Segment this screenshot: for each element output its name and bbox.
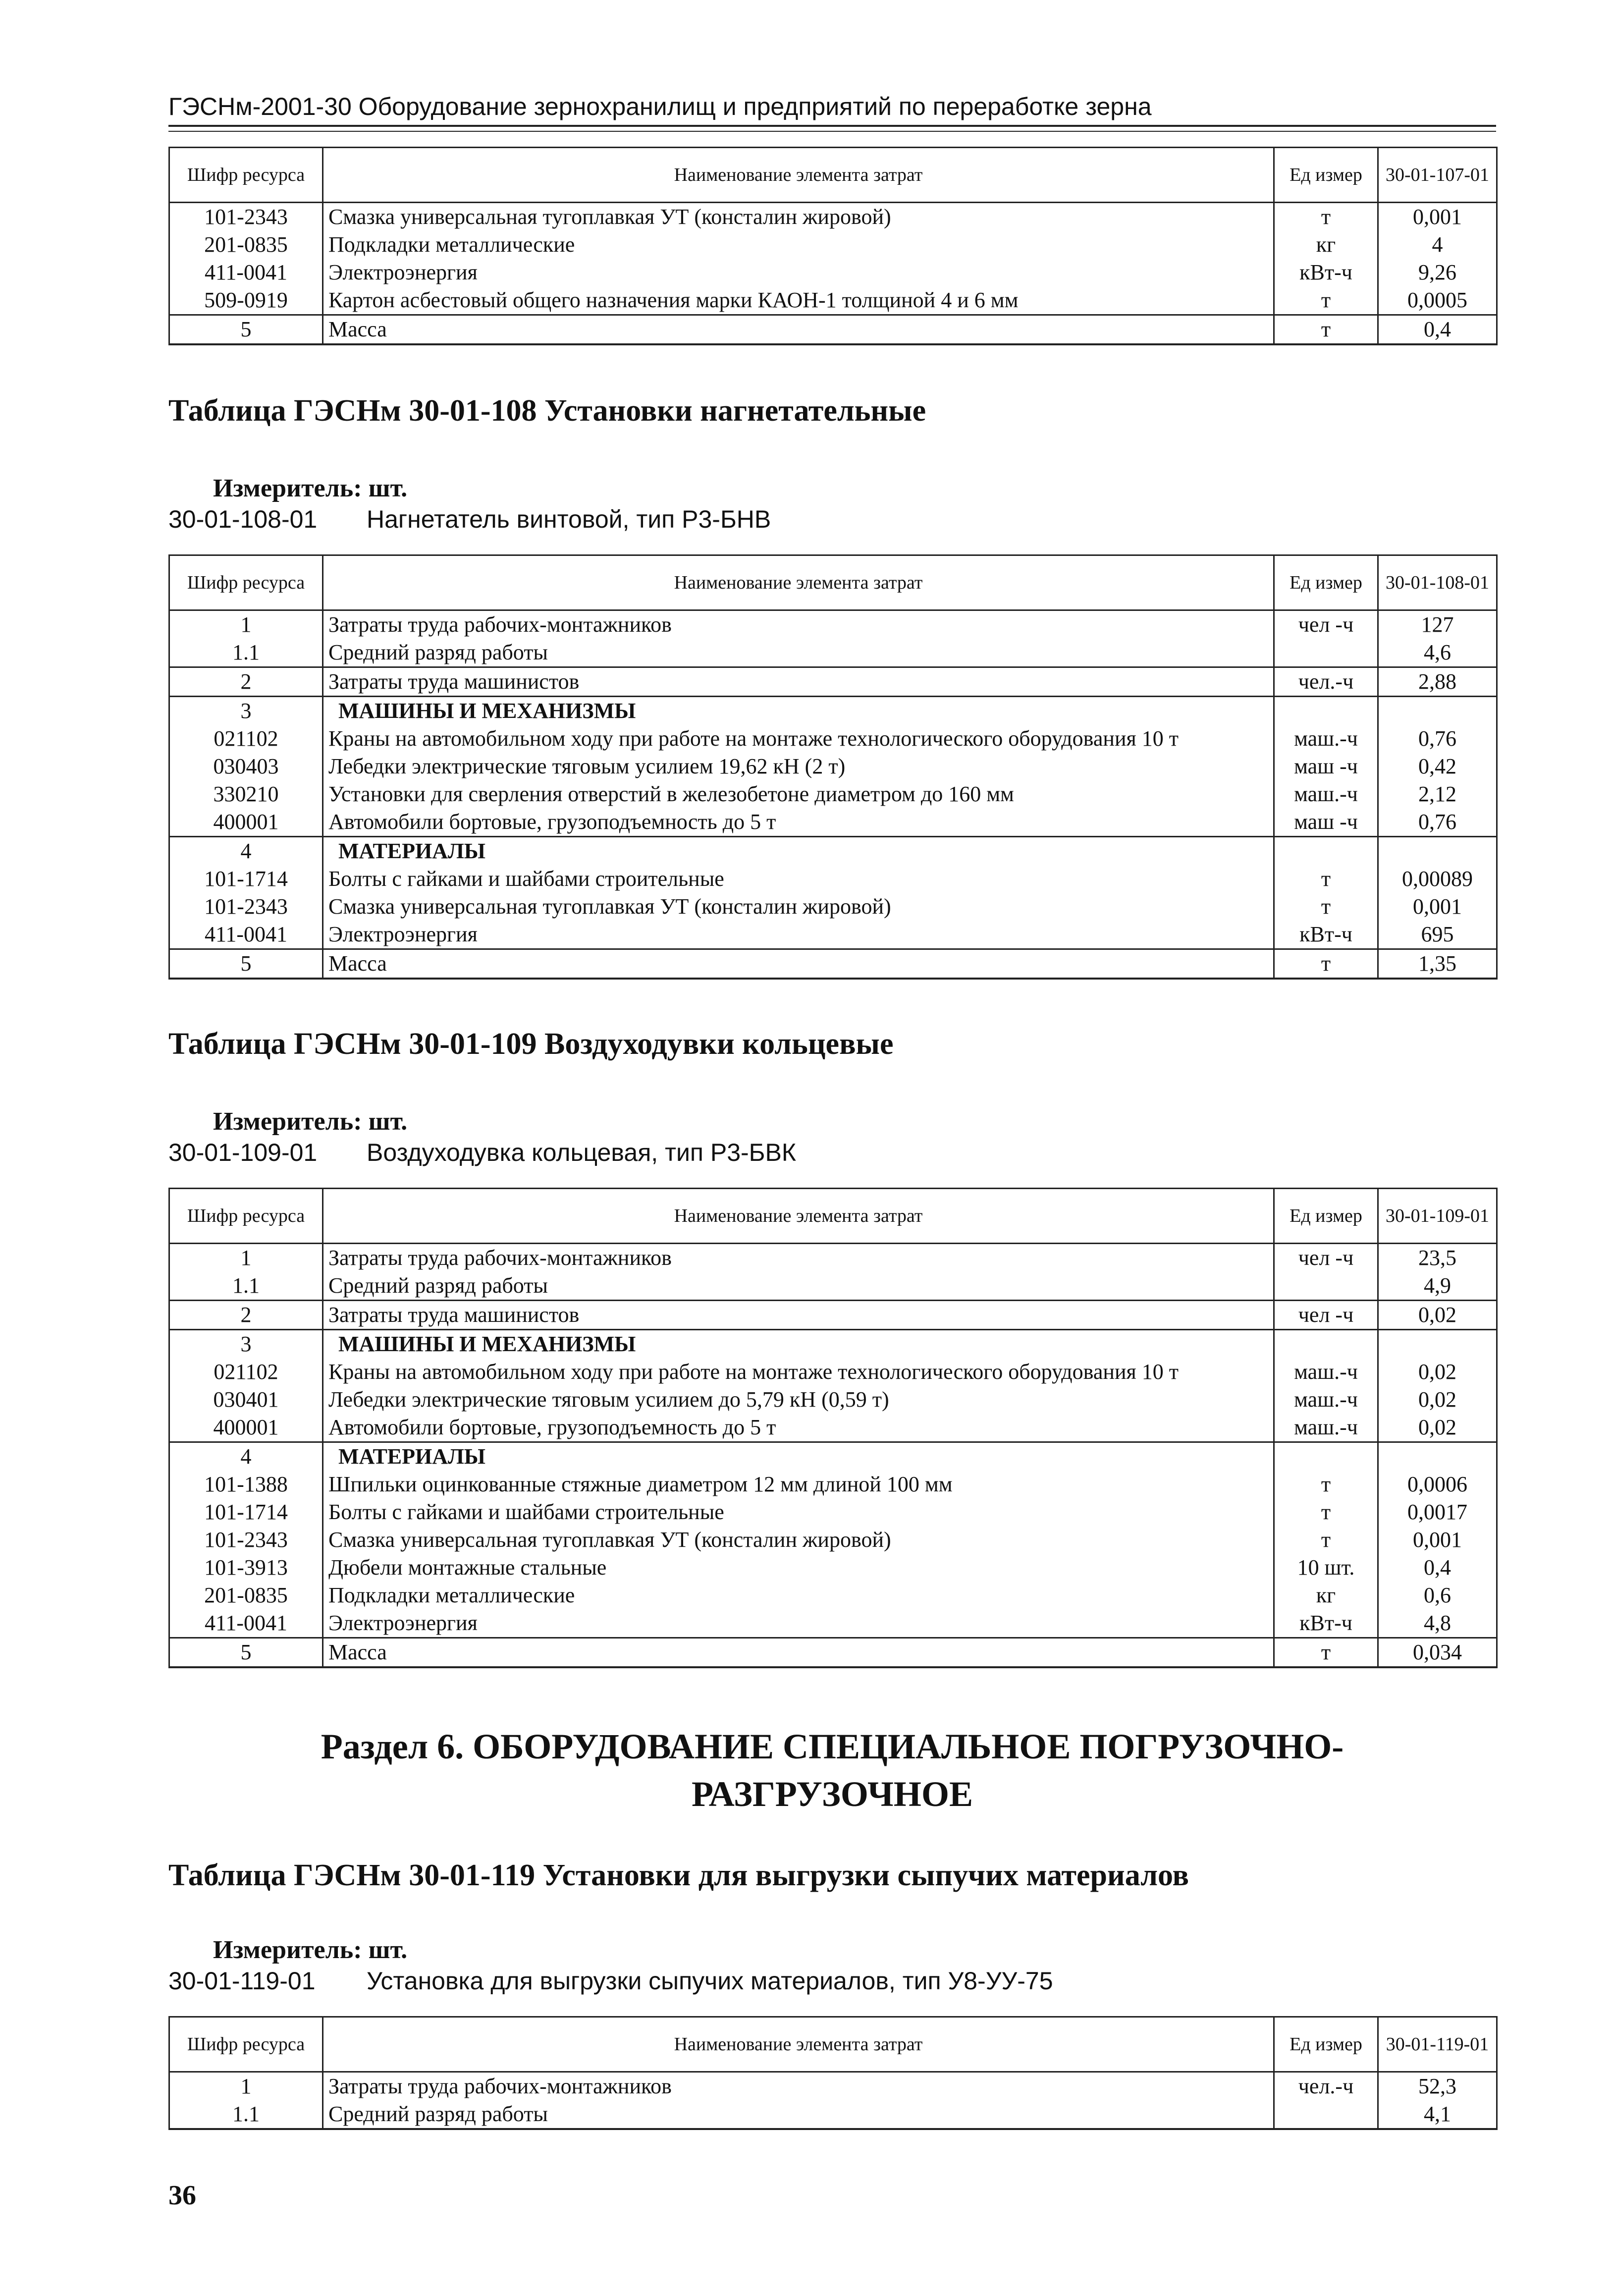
col-header-code: Шифр ресурса: [169, 2017, 323, 2072]
row-unit: 10 шт.: [1274, 1554, 1378, 1582]
table-row: [169, 725, 1497, 753]
row-unit: кг: [1274, 1582, 1378, 1609]
table-row: [169, 1526, 1497, 1554]
table-row: [169, 1244, 1497, 1272]
row-value: 0,76: [1378, 725, 1497, 753]
row-name: МАТЕРИАЛЫ: [323, 1442, 1274, 1471]
row-value: 2,88: [1378, 667, 1497, 697]
row-value: 4: [1378, 231, 1497, 259]
row-code: 3: [169, 697, 323, 725]
table-row: [169, 1471, 1497, 1498]
row-name: Средний разряд работы: [323, 1272, 1274, 1301]
col-header-unit: Ед измер: [1274, 148, 1378, 203]
table-title: Таблица ГЭСНм 30-01-109 Воздуходувки кольцевые: [168, 1027, 894, 1061]
row-code: 5: [169, 315, 323, 345]
row-unit: [1274, 1272, 1378, 1301]
row-value: [1378, 837, 1497, 866]
row-code: 101-2343: [169, 893, 323, 921]
row-unit: чел.-ч: [1274, 2072, 1378, 2101]
row-value: 4,1: [1378, 2100, 1497, 2129]
col-header-code: Шифр ресурса: [169, 148, 323, 203]
row-name: Подкладки металлические: [323, 231, 1274, 259]
norm-table-108: [168, 554, 1498, 980]
table-row: [169, 1358, 1497, 1386]
row-code: 2: [169, 667, 323, 697]
section-title-line1: Раздел 6. ОБОРУДОВАНИЕ СПЕЦИАЛЬНОЕ ПОГРУЗОЧНО-: [321, 1727, 1344, 1766]
table-row: [169, 808, 1497, 837]
table-row: [169, 1301, 1497, 1330]
row-value: 0,001: [1378, 1526, 1497, 1554]
table-row: [169, 667, 1497, 697]
row-code: 101-3913: [169, 1554, 323, 1582]
col-header-code: Шифр ресурса: [169, 1189, 323, 1244]
measure-value: шт.: [368, 1936, 408, 1964]
row-code: 101-1714: [169, 865, 323, 893]
row-value: [1378, 1442, 1497, 1471]
table-header-row: [169, 1189, 1497, 1244]
item-code: 30-01-119-01: [168, 1967, 316, 1995]
row-value: 23,5: [1378, 1244, 1497, 1272]
row-name: Шпильки оцинкованные стяжные диаметром 12 мм длиной 100 мм: [323, 1471, 1274, 1498]
col-header-value: 30-01-119-01: [1378, 2017, 1497, 2072]
row-name: Средний разряд работы: [323, 639, 1274, 667]
table-row: [169, 639, 1497, 667]
table-row: [169, 1498, 1497, 1526]
table-title: Таблица ГЭСНм 30-01-119 Установки для выгрузки сыпучих материалов: [168, 1859, 1189, 1892]
row-code: 411-0041: [169, 1609, 323, 1638]
measure-label: Измеритель:: [213, 1936, 362, 1964]
header-rule: [168, 131, 1496, 132]
item-name: Воздуходувка кольцевая, тип Р3-БВК: [367, 1139, 796, 1166]
row-unit: маш.-ч: [1274, 780, 1378, 808]
row-code: 1: [169, 1244, 323, 1272]
row-code: 400001: [169, 808, 323, 837]
row-name: Смазка универсальная тугоплавкая УТ (консталин жировой): [323, 1526, 1274, 1554]
item-code: 30-01-109-01: [168, 1139, 318, 1166]
row-unit: т: [1274, 949, 1378, 979]
section-title: [168, 1723, 1496, 1818]
row-name: Лебедки электрические тяговым усилием до 5,79 кН (0,59 т): [323, 1386, 1274, 1414]
row-value: 0,4: [1378, 315, 1497, 345]
row-code: 2: [169, 1301, 323, 1330]
item-line: [168, 504, 1496, 535]
row-value: 0,02: [1378, 1301, 1497, 1330]
col-header-value: 30-01-108-01: [1378, 555, 1497, 610]
row-unit: кВт-ч: [1274, 259, 1378, 286]
row-name: Масса: [323, 949, 1274, 979]
row-code: 1.1: [169, 639, 323, 667]
row-value: 0,0006: [1378, 1471, 1497, 1498]
row-code: 021102: [169, 1358, 323, 1386]
table-row: [169, 2100, 1497, 2129]
row-name: МАШИНЫ И МЕХАНИЗМЫ: [323, 1330, 1274, 1359]
row-name: Смазка универсальная тугоплавкая УТ (консталин жировой): [323, 893, 1274, 921]
col-header-unit: Ед измер: [1274, 2017, 1378, 2072]
measure-line: [213, 1106, 1496, 1137]
row-name: Картон асбестовый общего назначения марки КАОН-1 толщиной 4 и 6 мм: [323, 286, 1274, 315]
col-header-value: 30-01-107-01: [1378, 148, 1497, 203]
row-value: 52,3: [1378, 2072, 1497, 2101]
row-name: Краны на автомобильном ходу при работе на монтаже технологического оборудования 10 т: [323, 1358, 1274, 1386]
row-name: Масса: [323, 1638, 1274, 1668]
norm-table-119: [168, 2016, 1498, 2130]
measure-label: Измеритель:: [213, 474, 362, 502]
table-row: [169, 1442, 1497, 1471]
document-page: [168, 89, 1496, 2211]
col-header-name: Наименование элемента затрат: [323, 1189, 1274, 1244]
row-unit: кВт-ч: [1274, 1609, 1378, 1638]
col-header-code: Шифр ресурса: [169, 555, 323, 610]
row-name: Подкладки металлические: [323, 1582, 1274, 1609]
table-row: [169, 610, 1497, 639]
row-unit: маш -ч: [1274, 808, 1378, 837]
row-name: Дюбели монтажные стальные: [323, 1554, 1274, 1582]
row-value: 0,02: [1378, 1358, 1497, 1386]
row-unit: маш.-ч: [1274, 1358, 1378, 1386]
table-row: [169, 1272, 1497, 1301]
row-name: Средний разряд работы: [323, 2100, 1274, 2129]
row-value: 0,00089: [1378, 865, 1497, 893]
row-value: 0,76: [1378, 808, 1497, 837]
table-row: [169, 753, 1497, 780]
table-row: [169, 1414, 1497, 1442]
table-row: [169, 203, 1497, 231]
running-header: ГЭСНм-2001-30 Оборудование зернохранилищ и предприятий по переработке зерна: [168, 89, 1496, 127]
row-name: Лебедки электрические тяговым усилием 19,62 кН (2 т): [323, 753, 1274, 780]
row-code: 330210: [169, 780, 323, 808]
row-code: 101-2343: [169, 1526, 323, 1554]
row-unit: т: [1274, 1638, 1378, 1668]
row-code: 030403: [169, 753, 323, 780]
row-name: Электроэнергия: [323, 1609, 1274, 1638]
row-code: 101-2343: [169, 203, 323, 231]
row-value: 0,4: [1378, 1554, 1497, 1582]
table-row: [169, 921, 1497, 949]
table-title: Таблица ГЭСНм 30-01-108 Установки нагнетательные: [168, 394, 926, 428]
table-row: [169, 1554, 1497, 1582]
row-unit: [1274, 2100, 1378, 2129]
row-code: 1.1: [169, 1272, 323, 1301]
row-unit: [1274, 697, 1378, 725]
row-value: 695: [1378, 921, 1497, 949]
measure-value: шт.: [368, 474, 408, 502]
row-code: 5: [169, 949, 323, 979]
row-unit: кВт-ч: [1274, 921, 1378, 949]
row-unit: т: [1274, 865, 1378, 893]
table-row: [169, 780, 1497, 808]
row-unit: [1274, 1442, 1378, 1471]
row-unit: т: [1274, 893, 1378, 921]
table-header-row: [169, 148, 1497, 203]
item-name: Нагнетатель винтовой, тип Р3-БНВ: [367, 505, 771, 533]
row-value: 0,001: [1378, 203, 1497, 231]
row-value: 0,001: [1378, 893, 1497, 921]
row-value: 127: [1378, 610, 1497, 639]
row-value: 4,6: [1378, 639, 1497, 667]
row-name: Автомобили бортовые, грузоподъемность до 5 т: [323, 808, 1274, 837]
row-unit: т: [1274, 1526, 1378, 1554]
row-value: 9,26: [1378, 259, 1497, 286]
col-header-name: Наименование элемента затрат: [323, 148, 1274, 203]
row-unit: чел -ч: [1274, 1301, 1378, 1330]
row-unit: т: [1274, 1471, 1378, 1498]
page-number: 36: [168, 2180, 196, 2211]
row-code: 201-0835: [169, 1582, 323, 1609]
row-unit: маш.-ч: [1274, 1386, 1378, 1414]
table-row: [169, 1582, 1497, 1609]
row-value: [1378, 1330, 1497, 1359]
row-value: 4,8: [1378, 1609, 1497, 1638]
row-value: 0,02: [1378, 1386, 1497, 1414]
row-code: 1.1: [169, 2100, 323, 2129]
row-code: 509-0919: [169, 286, 323, 315]
row-name: Болты с гайками и шайбами строительные: [323, 865, 1274, 893]
row-unit: т: [1274, 315, 1378, 345]
row-unit: чел -ч: [1274, 610, 1378, 639]
row-code: 101-1714: [169, 1498, 323, 1526]
row-code: 1: [169, 2072, 323, 2101]
row-unit: чел -ч: [1274, 1244, 1378, 1272]
table-row: [169, 1330, 1497, 1359]
row-name: Затраты труда рабочих-монтажников: [323, 610, 1274, 639]
row-name: Краны на автомобильном ходу при работе на монтаже технологического оборудования 10 т: [323, 725, 1274, 753]
item-line: [168, 1137, 1496, 1168]
row-name: Затраты труда рабочих-монтажников: [323, 2072, 1274, 2101]
table-row: [169, 1386, 1497, 1414]
col-header-name: Наименование элемента затрат: [323, 555, 1274, 610]
table-row: [169, 1638, 1497, 1668]
row-code: 4: [169, 837, 323, 866]
item-line: [168, 1966, 1496, 1996]
row-name: Электроэнергия: [323, 921, 1274, 949]
table-row: [169, 697, 1497, 725]
table-header-row: [169, 2017, 1497, 2072]
row-value: 0,034: [1378, 1638, 1497, 1668]
row-unit: т: [1274, 286, 1378, 315]
row-name: Автомобили бортовые, грузоподъемность до 5 т: [323, 1414, 1274, 1442]
row-name: Болты с гайками и шайбами строительные: [323, 1498, 1274, 1526]
row-code: 201-0835: [169, 231, 323, 259]
row-unit: чел.-ч: [1274, 667, 1378, 697]
measure-label: Измеритель:: [213, 1107, 362, 1136]
row-value: 1,35: [1378, 949, 1497, 979]
row-unit: маш -ч: [1274, 753, 1378, 780]
row-name: Затраты труда машинистов: [323, 667, 1274, 697]
row-code: 5: [169, 1638, 323, 1668]
measure-value: шт.: [368, 1107, 408, 1136]
table-header-row: [169, 555, 1497, 610]
table-row: [169, 2072, 1497, 2101]
table-row: [169, 893, 1497, 921]
table-row: [169, 259, 1497, 286]
norm-table-107: [168, 147, 1498, 345]
row-name: Смазка универсальная тугоплавкая УТ (консталин жировой): [323, 203, 1274, 231]
measure-line: [213, 1935, 1496, 1966]
table-row: [169, 949, 1497, 979]
row-code: 411-0041: [169, 921, 323, 949]
col-header-unit: Ед измер: [1274, 555, 1378, 610]
row-name: Затраты труда рабочих-монтажников: [323, 1244, 1274, 1272]
row-name: МАШИНЫ И МЕХАНИЗМЫ: [323, 697, 1274, 725]
row-unit: т: [1274, 203, 1378, 231]
row-code: 021102: [169, 725, 323, 753]
row-code: 1: [169, 610, 323, 639]
table-row: [169, 315, 1497, 345]
table-row: [169, 865, 1497, 893]
row-code: 101-1388: [169, 1471, 323, 1498]
table-row: [169, 286, 1497, 315]
row-code: 4: [169, 1442, 323, 1471]
row-name: Затраты труда машинистов: [323, 1301, 1274, 1330]
table-row: [169, 837, 1497, 866]
row-value: 0,0005: [1378, 286, 1497, 315]
row-unit: кг: [1274, 231, 1378, 259]
row-value: 0,02: [1378, 1414, 1497, 1442]
row-value: 2,12: [1378, 780, 1497, 808]
row-unit: маш.-ч: [1274, 725, 1378, 753]
row-unit: [1274, 837, 1378, 866]
norm-table-109: [168, 1188, 1498, 1668]
table-row: [169, 1609, 1497, 1638]
row-value: 0,0017: [1378, 1498, 1497, 1526]
row-unit: [1274, 639, 1378, 667]
row-value: 0,6: [1378, 1582, 1497, 1609]
row-value: 4,9: [1378, 1272, 1497, 1301]
row-name: МАТЕРИАЛЫ: [323, 837, 1274, 866]
row-name: Установки для сверления отверстий в железобетоне диаметром до 160 мм: [323, 780, 1274, 808]
row-code: 411-0041: [169, 259, 323, 286]
row-code: 400001: [169, 1414, 323, 1442]
col-header-unit: Ед измер: [1274, 1189, 1378, 1244]
item-name: Установка для выгрузки сыпучих материалов, тип У8-УУ-75: [367, 1967, 1053, 1995]
table-row: [169, 231, 1497, 259]
row-value: 0,42: [1378, 753, 1497, 780]
row-value: [1378, 697, 1497, 725]
row-unit: маш.-ч: [1274, 1414, 1378, 1442]
row-code: 3: [169, 1330, 323, 1359]
row-unit: [1274, 1330, 1378, 1359]
row-name: Масса: [323, 315, 1274, 345]
item-code: 30-01-108-01: [168, 505, 318, 533]
row-unit: т: [1274, 1498, 1378, 1526]
col-header-name: Наименование элемента затрат: [323, 2017, 1274, 2072]
row-name: Электроэнергия: [323, 259, 1274, 286]
measure-line: [213, 473, 1496, 504]
col-header-value: 30-01-109-01: [1378, 1189, 1497, 1244]
row-code: 030401: [169, 1386, 323, 1414]
section-title-line2: РАЗГРУЗОЧНОЕ: [692, 1774, 973, 1814]
